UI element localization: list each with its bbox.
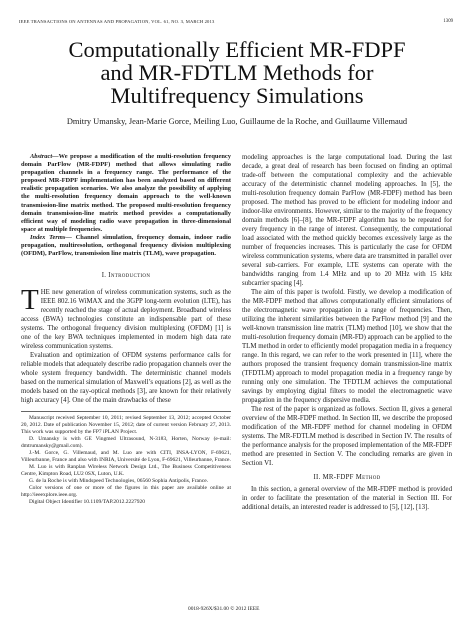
abstract-lead: Abstract— <box>30 153 59 160</box>
index-terms-text: Channel simulation, frequency domain, indoor radio propagation, multiresolution, orthogonal frequency division multiplexing (OFDM), ParFlow, transmission line matrix (TLM), wave propagation. <box>21 233 231 258</box>
right-column <box>242 153 452 512</box>
abstract <box>21 153 231 234</box>
right-paragraph-2: The aim of this paper is twofold. Firstly, we develop a modification of the MR-FDPF method that allows computationally efficient simulations of the electromagnetic wave propagation in a range of frequencies. Then, utilizing the inherent similarities between the ParFlow method [9] and the well-known transmission line matrix (TLM) method [10], we show that the multi-resolution frequency domain (MR-FD) approach can be applied to the TLM method in order to efficiently model propagation media in a frequency range. In this regard, we can refer to the work presented in [11], where the authors proposed the transient frequency domain transmission-line matrix (TFDTLM) approach to model propagation media in a frequency range by running only one simulation. The TFDTLM achieves the computational savings by employing digital filters to model the electromagnetic wave propagation in the frequency dispersive media. <box>242 289 452 404</box>
title-line-3: Multifrequency Simulations <box>110 83 364 108</box>
abstract-text: We propose a modification of the multi-resolution frequency domain ParFlow (MR-FDPF) method that allows simulating radio propagation channels in a frequency range. The performance of the proposed MR-FDPF implementation has been analyzed based on different realistic propagation scenarios. We also analyze the possibility of applying the multi-resolution frequency domain approach to the well-known transmission-line matrix method. The proposed multi-resolution frequency domain transmission-line matrix method provides a computationally efficient way of modeling radio wave propagation in three-dimensional space at multiple frequencies. <box>21 153 231 233</box>
footnote-manuscript: Manuscript received September 10, 2011; revised September 13, 2012; accepted October 20, 2012. Date of publication November 15, 2012; date of current version February 27, 2013. This work was supported by the FP7 iPLAN Project. <box>21 415 231 436</box>
author-list: Dmitry Umansky, Jean-Marie Gorce, Meiling Luo, Guillaume de la Roche, and Guillaume Villemaud <box>66 117 408 126</box>
footnotes <box>21 411 231 506</box>
right-paragraph-4: In this section, a general overview of the MR-FDPF method is provided in order to facilitate the presentation of the material in Section III. For additional details, an interested reader is addressed to [5], [12], [13]. <box>242 486 452 511</box>
paper-title <box>0 38 474 107</box>
drop-cap: T <box>21 284 39 317</box>
copyright-code: 0018-926X/$31.00 © 2012 IEEE <box>188 606 260 612</box>
section-heading-introduction: I. Introduction <box>101 272 151 280</box>
footnote-luo: M. Luo is with Ranplan Wireless Network Design Ltd., The Business Competitiveness Centre, Kimpton Road, LU2 0SX, Luton, U.K. <box>21 464 231 478</box>
index-terms-lead: Index Terms— <box>30 233 72 241</box>
footnote-gorce: J.-M. Gorce, G. Villemaud, and M. Luo are with CITI, INSA-LYON, F-69621, Villeurbanne, France and also with INRIA, Université de Lyon, F-69621, Villeurbanne, France. <box>21 450 231 464</box>
right-paragraph-1: modeling approaches is the large computational load. During the last decade, a great deal of research has been focused on finding an optimal trade-off between the computational complexity and the achievable accuracy of the deterministic channel modeling approaches. In [5], the multi-resolution frequency domain ParFlow (MR-FDPF) method has been proposed. The method has proved to be efficient for modeling indoor and indoor-like environments. However, similar to the majority of the frequency domain methods [6]–[8], the MR-FDPF algorithm has to be repeated for every frequency in the range of interest. Consequently, the computational load associated with the method quickly becomes excessively large as the number of frequencies increases. This is particularly the case for OFDM wireless communication systems, where data are transmitted in parallel over several sub-carriers. For example, LTE systems can operate with the bandwidths ranging from 1.4 MHz and up to 20 MHz with 15 kHz subcarrier spacing [4]. <box>242 154 452 287</box>
footnote-umansky: D. Umansky is with GE Vingmed Ultrasound, N-3183, Horten, Norway (e-mail: dmtrumansky@gmail.com). <box>21 436 231 450</box>
footnote-color: Color versions of one or more of the figures in this paper are available online at http://ieeexplore.ieee.org. <box>21 485 231 499</box>
footnote-roche: G. de la Roche is with Mindspeed Technologies, 06560 Sophia Antipolis, France. <box>29 478 209 485</box>
section-heading-mr-fdpf: II. MR-FDPF Method <box>313 474 381 481</box>
page-number: 1309 <box>443 19 453 24</box>
footnote-doi: Digital Object Identifier 10.1109/TAP.2012.2227920 <box>29 499 146 506</box>
title-line-1: Computationally Efficient MR-FDPF <box>68 37 406 62</box>
intro-paragraph-1-text: HE new generation of wireless communication systems, such as the IEEE 802.16 WiMAX and the 3GPP long-term evolution (LTE), has recently reached the stage of actual deployment. Broadband wireless access (BWA) technologies constitute an indispensable part of these systems. The orthogonal frequency division multiplexing (OFDM) [1] is one of the key BWA techniques implemented in modern high data rate wireless communication systems. <box>21 289 231 351</box>
intro-paragraph-2: Evaluation and optimization of OFDM systems performance calls for reliable models that adequately describe radio propagation channels over the whole system frequency bandwidth. The deterministic channel models based on the numerical simulation of Maxwell’s equations [2], as well as the models based on the ray-optical methods [3], are known for their relatively high accuracy [4]. One of the main drawbacks of these <box>21 352 231 405</box>
right-paragraph-3: The rest of the paper is organized as follows. Section II, gives a general overview of the MR-FDPF method. In Section III, we describe the proposed modification of the MR-FDPF method for channel modeling in OFDM systems. The MR-FDTLM method is described in Section IV. The results of the performance analysis for the proposed implementation of the MR-FDPF method are presented in Section V. The concluding remarks are given in Section VI. <box>242 406 452 467</box>
index-terms <box>21 234 231 258</box>
title-line-2: and MR-FDTLM Methods for <box>100 60 374 85</box>
intro-paragraph-1 <box>21 284 231 351</box>
journal-header: IEEE TRANSACTIONS ON ANTENNAS AND PROPAGATION, VOL. 61, NO. 3, MARCH 2013 <box>19 19 215 24</box>
left-column <box>21 153 231 506</box>
